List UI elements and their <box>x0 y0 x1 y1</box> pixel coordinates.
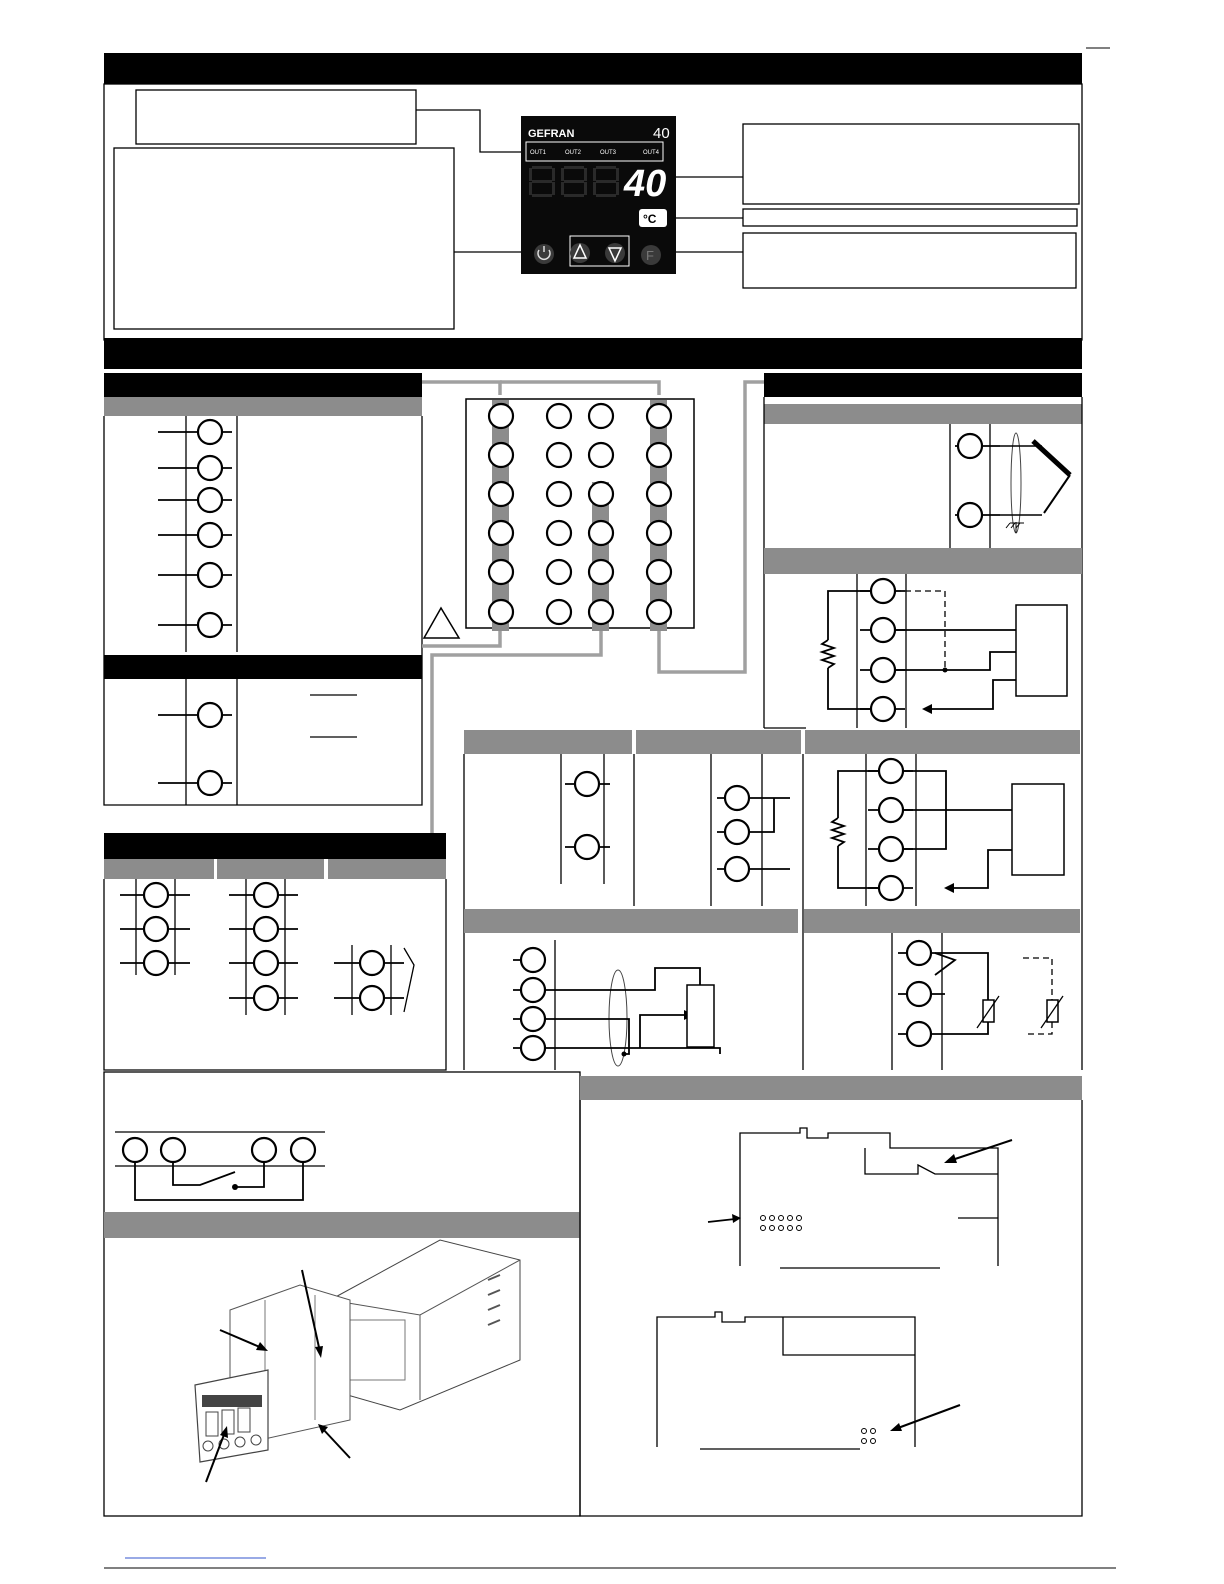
callout-box-display <box>743 124 1079 204</box>
digital-panel-header <box>104 833 446 859</box>
left-panel-subheader <box>104 397 422 416</box>
ptc-subheader <box>804 909 1080 933</box>
left-terminal-column <box>158 420 232 637</box>
product-view-subheader <box>104 1212 580 1238</box>
board-detail-subheader <box>580 1076 1082 1100</box>
up-key-icon[interactable] <box>570 243 590 263</box>
board-detail-top <box>708 1128 1012 1268</box>
front-panel-header-bar <box>104 53 1082 84</box>
transmitter-input-terminals <box>868 759 913 900</box>
linear-input-header-1 <box>464 730 632 754</box>
linear-input-header-3 <box>805 730 1080 754</box>
function-key-icon[interactable] <box>641 245 661 265</box>
callout-box-output-leds <box>136 90 416 144</box>
rtd-input-terminals <box>513 948 545 1060</box>
board-detail-bottom <box>657 1312 960 1449</box>
product-exploded-drawing <box>195 1240 520 1482</box>
down-key-icon[interactable] <box>605 243 625 263</box>
digital-sub-2 <box>217 859 324 879</box>
ptc-input-terminals <box>898 941 945 1046</box>
connections-header-bar <box>104 338 1082 369</box>
callout-box-keys <box>114 148 454 329</box>
brand-logo: GEFRAN <box>528 128 575 140</box>
function-key-label: F <box>646 248 654 263</box>
callout-box-function-key <box>743 233 1076 288</box>
input-panel-header <box>764 373 1082 397</box>
tc-subheader <box>764 404 1082 424</box>
thermocouple-input-terminals <box>955 434 1000 527</box>
potentiometer-subheader <box>764 548 1082 574</box>
power-key-icon[interactable] <box>534 244 554 264</box>
led-out4-label: OUT4 <box>643 150 660 156</box>
relay-contact-terminals <box>123 1138 315 1162</box>
led-out1-label: OUT1 <box>530 150 547 156</box>
rtd-subheader <box>464 909 798 933</box>
left-panel-header <box>104 373 422 397</box>
linear-input-header-2 <box>636 730 801 754</box>
transmitter-box <box>1016 605 1067 696</box>
resistor-icon <box>822 640 834 668</box>
unit-badge: °C <box>643 212 657 226</box>
digital-sub-3 <box>328 859 446 879</box>
thermocouple-icon <box>1000 433 1070 533</box>
model-number: 40 <box>653 125 670 142</box>
callout-box-unit <box>743 209 1077 226</box>
process-value-display: 40 <box>624 163 667 205</box>
terminal-block <box>422 382 764 835</box>
digital-sub-1 <box>104 859 214 879</box>
warning-triangle-icon <box>424 608 459 638</box>
led-out3-label: OUT3 <box>600 150 617 156</box>
potentiometer-input-terminals <box>860 579 905 721</box>
power-panel-header <box>104 655 422 679</box>
led-out2-label: OUT2 <box>565 150 582 156</box>
controller-front-panel <box>521 116 676 274</box>
